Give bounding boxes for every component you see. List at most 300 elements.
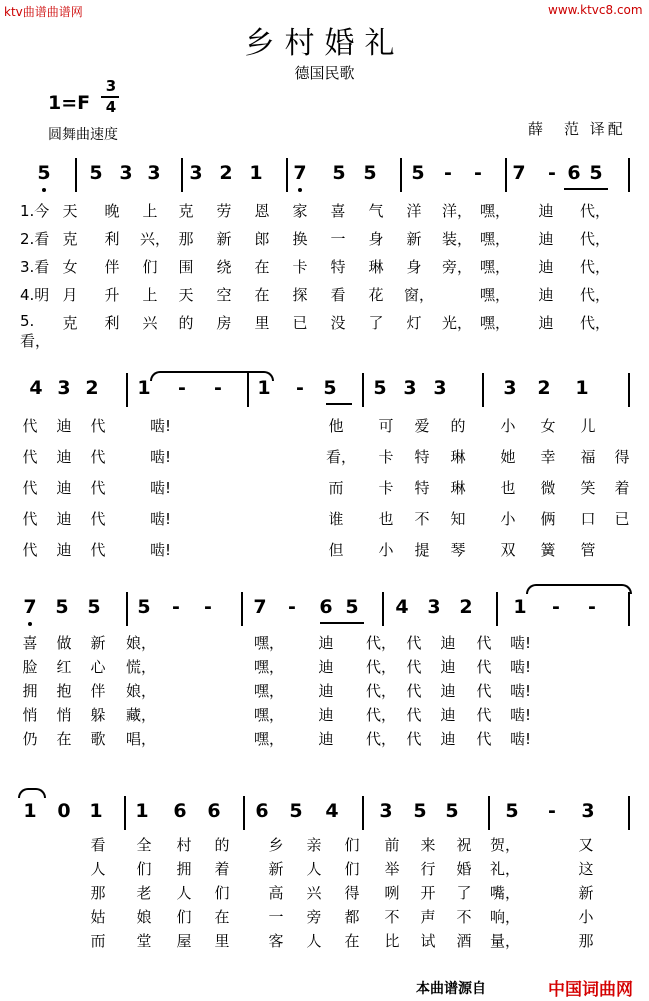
- lyric-syllable: 谁: [328, 510, 344, 528]
- note: 1: [89, 800, 103, 822]
- lyric-syllable: 天: [62, 202, 78, 220]
- lyric-syllable: 全: [136, 836, 152, 854]
- lower-octave-dot: [298, 188, 302, 192]
- lyric-syllable: 藏，: [126, 706, 157, 724]
- lyric-syllable: 福: [580, 448, 596, 466]
- lyric-syllable: 喜: [330, 202, 346, 220]
- note: 2: [537, 377, 551, 399]
- lyric-syllable: 贺，: [490, 836, 521, 854]
- lyric-syllable: 的: [214, 836, 230, 854]
- note: 3: [403, 377, 417, 399]
- note: 1: [23, 800, 37, 822]
- lyric-syllable: 天: [178, 286, 194, 304]
- note: 5: [289, 800, 303, 822]
- lyric-syllable: 迪: [538, 202, 554, 220]
- lyric-syllable: 都: [344, 908, 360, 926]
- lyric-syllable: 迪: [56, 541, 72, 559]
- note: -: [588, 596, 596, 618]
- lyric-syllable: 代: [406, 730, 422, 748]
- note: 3: [379, 800, 393, 822]
- lyric-syllable: 在: [344, 932, 360, 950]
- lyric-syllable: 堂: [136, 932, 152, 950]
- lyric-syllable: 光，: [442, 314, 473, 332]
- note: 1: [575, 377, 589, 399]
- lyric-syllable: 升: [104, 286, 120, 304]
- lyric-syllable: 行: [420, 860, 436, 878]
- lyric-syllable: 知: [450, 510, 466, 528]
- lyric-syllable: 迪: [538, 286, 554, 304]
- lyric-syllable: 仍: [22, 730, 38, 748]
- lyric-syllable: 代: [476, 706, 492, 724]
- lyric-syllable: 嘿，: [480, 230, 511, 248]
- lyric-syllable: 换: [292, 230, 308, 248]
- bar-line-end: [628, 373, 630, 407]
- lyric-syllable: 高: [268, 884, 284, 902]
- lyric-syllable: 但: [328, 541, 344, 559]
- lyric-syllable: 啮!: [510, 682, 532, 700]
- lyric-syllable: 代，: [366, 682, 397, 700]
- bar-line: [241, 592, 243, 626]
- lyric-syllable: 红: [56, 658, 72, 676]
- lyric-syllable: 迪: [440, 634, 456, 652]
- note: -: [548, 162, 556, 184]
- lyric-syllable: 了: [368, 314, 384, 332]
- slur-tie: [18, 788, 46, 798]
- lyric-syllable: 人: [306, 932, 322, 950]
- lyric-syllable: 新: [268, 860, 284, 878]
- lyric-syllable: 克: [62, 314, 78, 332]
- lyric-syllable: 咧: [384, 884, 400, 902]
- lyric-syllable: 代: [90, 448, 106, 466]
- lyric-syllable: 旁: [306, 908, 322, 926]
- note: 2: [219, 162, 233, 184]
- score-system-4: [0, 770, 649, 970]
- note: 6: [207, 800, 221, 822]
- lyric-syllable: 祝: [456, 836, 472, 854]
- lyric-syllable: 代: [406, 634, 422, 652]
- lyric-syllable: 洋，: [442, 202, 473, 220]
- lyric-syllable: 不: [414, 510, 430, 528]
- note: 1: [135, 800, 149, 822]
- lower-octave-dot: [28, 622, 32, 626]
- lyric-syllable: 们: [344, 860, 360, 878]
- note: 5: [373, 377, 387, 399]
- lyric-syllable: 兴: [306, 884, 322, 902]
- lyric-syllable: 啮!: [510, 730, 532, 748]
- note: 4: [29, 377, 43, 399]
- lyric-syllable: 响，: [490, 908, 521, 926]
- lyric-syllable: 代，: [580, 230, 611, 248]
- lyric-syllable: 灯: [406, 314, 422, 332]
- lyric-syllable: 迪: [56, 417, 72, 435]
- lyric-syllable: 代，: [580, 314, 611, 332]
- lyric-syllable: 得: [614, 448, 630, 466]
- watermark-right: www.ktvc8.com: [548, 3, 643, 17]
- note: 5: [589, 162, 603, 184]
- lyric-syllable: 提: [414, 541, 430, 559]
- lyric-syllable: 卡: [378, 448, 394, 466]
- key-signature: 1=F: [48, 92, 91, 114]
- lyric-syllable: 们: [214, 884, 230, 902]
- lyric-syllable: 代: [90, 417, 106, 435]
- note: -: [552, 596, 560, 618]
- arranger-credit: 薛 范 译配: [528, 120, 626, 138]
- lyric-syllable: 老: [136, 884, 152, 902]
- lyric-syllable: 郎: [254, 230, 270, 248]
- lyric-syllable: 4.明: [20, 286, 50, 304]
- lyric-syllable: 她: [500, 448, 516, 466]
- lyric-syllable: 姑: [90, 908, 106, 926]
- lyric-syllable: 代: [90, 541, 106, 559]
- lyric-syllable: 嘿，: [254, 682, 285, 700]
- bar-line: [126, 592, 128, 626]
- note: 1: [257, 377, 271, 399]
- note: 3: [57, 377, 71, 399]
- lyric-syllable: 特: [414, 479, 430, 497]
- lyric-syllable: 们: [142, 258, 158, 276]
- lyric-syllable: 兴: [142, 314, 158, 332]
- note: -: [178, 377, 186, 399]
- lyric-syllable: 特: [414, 448, 430, 466]
- lyric-syllable: 做: [56, 634, 72, 652]
- lyric-syllable: 迪: [56, 510, 72, 528]
- lyric-syllable: 儿: [580, 417, 596, 435]
- lyric-syllable: 已: [614, 510, 630, 528]
- lyric-syllable: 悄: [56, 706, 72, 724]
- lyric-syllable: 上: [142, 286, 158, 304]
- lyric-syllable: 礼，: [490, 860, 521, 878]
- lyric-syllable: 一: [330, 230, 346, 248]
- lyric-syllable: 花: [368, 286, 384, 304]
- bar-line: [362, 373, 364, 407]
- lyric-syllable: 啮!: [150, 541, 172, 559]
- lyric-syllable: 女: [62, 258, 78, 276]
- lyric-syllable: 利: [104, 230, 120, 248]
- lyric-syllable: 笑: [580, 479, 596, 497]
- watermark-left: ktv曲谱曲谱网: [4, 5, 83, 19]
- lyric-syllable: 村: [176, 836, 192, 854]
- note: 7: [293, 162, 307, 184]
- lyric-syllable: 迪: [318, 634, 334, 652]
- lyric-syllable: 小: [500, 417, 516, 435]
- lyric-syllable: 们: [344, 836, 360, 854]
- lyric-syllable: 嘿，: [480, 202, 511, 220]
- lyric-syllable: 探: [292, 286, 308, 304]
- lyric-syllable: 声: [420, 908, 436, 926]
- lyric-syllable: 看，: [326, 448, 357, 466]
- lyric-syllable: 代，: [366, 634, 397, 652]
- bar-line: [505, 158, 507, 192]
- note: -: [548, 800, 556, 822]
- lyric-syllable: 迪: [318, 706, 334, 724]
- note: 5: [137, 596, 151, 618]
- bar-line: [286, 158, 288, 192]
- lyric-syllable: 房: [216, 314, 232, 332]
- score-system-3: [0, 568, 649, 788]
- lyric-syllable: 里: [254, 314, 270, 332]
- song-origin: 德国民歌: [294, 64, 355, 82]
- lyric-syllable: 伴: [104, 258, 120, 276]
- eighth-note-beam: [320, 622, 364, 624]
- lyric-syllable: 开: [420, 884, 436, 902]
- lyric-syllable: 迪: [318, 682, 334, 700]
- lyric-syllable: 代: [406, 658, 422, 676]
- lyric-syllable: 前: [384, 836, 400, 854]
- lyric-syllable: 5.看，: [20, 312, 51, 350]
- lyric-syllable: 嘿，: [480, 314, 511, 332]
- lyric-syllable: 利: [104, 314, 120, 332]
- lyric-syllable: 嘿，: [254, 706, 285, 724]
- lyric-syllable: 装，: [442, 230, 473, 248]
- lyric-syllable: 气: [368, 202, 384, 220]
- lyric-syllable: 绕: [216, 258, 232, 276]
- lyric-syllable: 而: [90, 932, 106, 950]
- note: 6: [319, 596, 333, 618]
- lyric-syllable: 代: [406, 706, 422, 724]
- lyric-syllable: 小: [578, 908, 594, 926]
- lyric-syllable: 克: [178, 202, 194, 220]
- note: 6: [567, 162, 581, 184]
- lyric-syllable: 身: [368, 230, 384, 248]
- lyric-syllable: 代: [476, 730, 492, 748]
- score-system-2: [0, 355, 649, 575]
- bar-line-end: [628, 158, 630, 192]
- lyric-syllable: 喜: [22, 634, 38, 652]
- lyric-syllable: 在: [214, 908, 230, 926]
- lyric-syllable: 着: [214, 860, 230, 878]
- note: 5: [411, 162, 425, 184]
- lower-octave-dot: [42, 188, 46, 192]
- lyric-syllable: 那: [578, 932, 594, 950]
- lyric-syllable: 着: [614, 479, 630, 497]
- lyric-syllable: 娘，: [126, 634, 157, 652]
- lyric-syllable: 代，: [366, 706, 397, 724]
- lyric-syllable: 迪: [538, 314, 554, 332]
- bar-line-end: [628, 592, 630, 626]
- slur-tie: [150, 371, 274, 381]
- note: 4: [395, 596, 409, 618]
- note: 7: [23, 596, 37, 618]
- lyric-syllable: 啮!: [510, 658, 532, 676]
- note: 3: [147, 162, 161, 184]
- lyric-syllable: 迪: [440, 658, 456, 676]
- lyric-syllable: 代，: [366, 658, 397, 676]
- lyric-syllable: 围: [178, 258, 194, 276]
- lyric-syllable: 不: [456, 908, 472, 926]
- slur-tie: [526, 584, 632, 594]
- lyric-syllable: 新: [90, 634, 106, 652]
- lyric-syllable: 代: [22, 541, 38, 559]
- note: 5: [55, 596, 69, 618]
- lyric-syllable: 兴，: [140, 230, 171, 248]
- lyric-syllable: 啮!: [150, 448, 172, 466]
- lyric-syllable: 举: [384, 860, 400, 878]
- lyric-syllable: 伴: [90, 682, 106, 700]
- lyric-syllable: 爱: [414, 417, 430, 435]
- lyric-syllable: 月: [62, 286, 78, 304]
- note: 3: [503, 377, 517, 399]
- note: 3: [581, 800, 595, 822]
- footer-source-label: 本曲谱源自: [416, 981, 486, 997]
- lyric-syllable: 2.看: [20, 230, 50, 248]
- lyric-syllable: 比: [384, 932, 400, 950]
- note: -: [444, 162, 452, 184]
- lyric-syllable: 家: [292, 202, 308, 220]
- lyric-syllable: 在: [56, 730, 72, 748]
- lyric-syllable: 抱: [56, 682, 72, 700]
- lyric-syllable: 客: [268, 932, 284, 950]
- lyric-syllable: 口: [580, 510, 596, 528]
- note: 5: [332, 162, 346, 184]
- lyric-syllable: 代: [22, 448, 38, 466]
- bar-line: [488, 796, 490, 830]
- lyric-syllable: 娘，: [126, 682, 157, 700]
- note: 7: [253, 596, 267, 618]
- lyric-syllable: 新: [406, 230, 422, 248]
- note: 5: [413, 800, 427, 822]
- note: 5: [345, 596, 359, 618]
- lyric-syllable: 那: [90, 884, 106, 902]
- note: 2: [85, 377, 99, 399]
- bar-line: [126, 373, 128, 407]
- eighth-note-beam: [326, 403, 352, 405]
- lyric-syllable: 乡: [268, 836, 284, 854]
- lyric-syllable: 那: [178, 230, 194, 248]
- lyric-syllable: 晚: [104, 202, 120, 220]
- lyric-syllable: 代，: [580, 258, 611, 276]
- note: 6: [255, 800, 269, 822]
- lyric-syllable: 代，: [580, 202, 611, 220]
- lyric-syllable: 慌，: [126, 658, 157, 676]
- note: 5: [87, 596, 101, 618]
- lyric-syllable: 歌: [90, 730, 106, 748]
- lyric-syllable: 又: [578, 836, 594, 854]
- lyric-syllable: 婚: [456, 860, 472, 878]
- lyric-syllable: 了: [456, 884, 472, 902]
- lyric-syllable: 迪: [538, 230, 554, 248]
- note: -: [172, 596, 180, 618]
- note: 6: [173, 800, 187, 822]
- lyric-syllable: 卡: [292, 258, 308, 276]
- lyric-syllable: 迪: [318, 658, 334, 676]
- lyric-syllable: 代: [90, 510, 106, 528]
- note: 5: [89, 162, 103, 184]
- lyric-syllable: 迪: [440, 706, 456, 724]
- lyric-syllable: 上: [142, 202, 158, 220]
- lyric-syllable: 一: [268, 908, 284, 926]
- lyric-syllable: 幸: [540, 448, 556, 466]
- lyric-syllable: 啮!: [150, 510, 172, 528]
- lyric-syllable: 卡: [378, 479, 394, 497]
- lyric-syllable: 微: [540, 479, 556, 497]
- bar-line: [247, 373, 249, 407]
- lyric-syllable: 不: [384, 908, 400, 926]
- lyric-syllable: 簧: [540, 541, 556, 559]
- lyric-syllable: 酒: [456, 932, 472, 950]
- lyric-syllable: 旁，: [442, 258, 473, 276]
- lyric-syllable: 亲: [306, 836, 322, 854]
- lyric-syllable: 管: [580, 541, 596, 559]
- lyric-syllable: 窗，: [404, 286, 435, 304]
- bar-line: [362, 796, 364, 830]
- lyric-syllable: 已: [292, 314, 308, 332]
- note: -: [474, 162, 482, 184]
- lyric-syllable: 嘿，: [254, 730, 285, 748]
- lyric-syllable: 人: [176, 884, 192, 902]
- lyric-syllable: 们: [176, 908, 192, 926]
- footer-site-name: 中国词曲网: [548, 980, 633, 1000]
- tempo-marking: 圆舞曲速度: [48, 127, 118, 143]
- time-denominator: 4: [105, 98, 117, 116]
- lyric-syllable: 他: [328, 417, 344, 435]
- lyric-syllable: 屋: [176, 932, 192, 950]
- lyric-syllable: 恩: [254, 202, 270, 220]
- eighth-note-beam: [564, 188, 608, 190]
- lyric-syllable: 迪: [56, 448, 72, 466]
- lyric-syllable: 嘿，: [480, 258, 511, 276]
- lyric-syllable: 代: [90, 479, 106, 497]
- note: 2: [459, 596, 473, 618]
- lyric-syllable: 躲: [90, 706, 106, 724]
- note: 5: [323, 377, 337, 399]
- lyric-syllable: 心: [90, 658, 106, 676]
- lyric-syllable: 代，: [366, 730, 397, 748]
- lyric-syllable: 娘: [136, 908, 152, 926]
- bar-line: [181, 158, 183, 192]
- lyric-syllable: 小: [378, 541, 394, 559]
- lyric-syllable: 嘴，: [490, 884, 521, 902]
- lyric-syllable: 里: [214, 932, 230, 950]
- lyric-syllable: 代: [476, 682, 492, 700]
- lyric-syllable: 代: [22, 417, 38, 435]
- lyric-syllable: 拥: [176, 860, 192, 878]
- lyric-syllable: 量，: [490, 932, 521, 950]
- bar-line-end: [628, 796, 630, 830]
- lyric-syllable: 迪: [440, 682, 456, 700]
- lyric-syllable: 看: [330, 286, 346, 304]
- lyric-syllable: 空: [216, 286, 232, 304]
- lyric-syllable: 看: [90, 836, 106, 854]
- lyric-syllable: 这: [578, 860, 594, 878]
- bar-line: [243, 796, 245, 830]
- lyric-syllable: 克: [62, 230, 78, 248]
- bar-line: [400, 158, 402, 192]
- bar-line: [124, 796, 126, 830]
- note: 5: [363, 162, 377, 184]
- lyric-syllable: 在: [254, 258, 270, 276]
- lyric-syllable: 人: [90, 860, 106, 878]
- note: 1: [249, 162, 263, 184]
- lyric-syllable: 们: [136, 860, 152, 878]
- lyric-syllable: 双: [500, 541, 516, 559]
- lyric-syllable: 代: [476, 634, 492, 652]
- lyric-syllable: 身: [406, 258, 422, 276]
- song-title: 乡村婚礼: [244, 26, 405, 61]
- note: 3: [119, 162, 133, 184]
- lyric-syllable: 拥: [22, 682, 38, 700]
- lyric-syllable: 琳: [368, 258, 384, 276]
- lyric-syllable: 代: [22, 479, 38, 497]
- note: 4: [325, 800, 339, 822]
- note: 5: [445, 800, 459, 822]
- lyric-syllable: 迪: [440, 730, 456, 748]
- lyric-syllable: 特: [330, 258, 346, 276]
- lyric-syllable: 1.今: [20, 202, 50, 220]
- lyric-syllable: 唱，: [126, 730, 157, 748]
- lyric-syllable: 迪: [318, 730, 334, 748]
- note: 5: [505, 800, 519, 822]
- lyric-syllable: 3.看: [20, 258, 50, 276]
